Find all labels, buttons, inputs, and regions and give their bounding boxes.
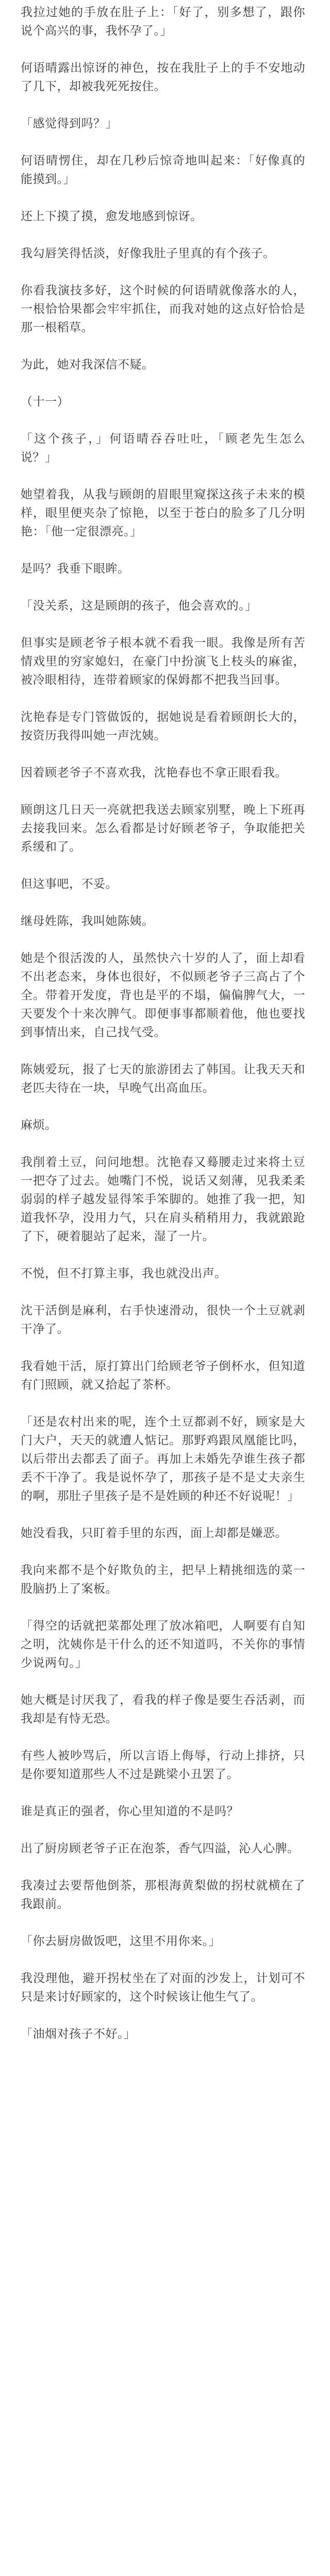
paragraph: 为此，她对我深信不疑。 <box>21 358 154 371</box>
paragraph: 我向来都不是个好欺负的主，把早上精挑细选的菜一股脑扔上了案板。 <box>21 1564 305 1596</box>
paragraph: 她是个很活泼的人，虽然快六十岁的人了，面上却看不出老态来，身体也很好，不似顾老爷子三高占了个全。带着开发度，背也是平的不塌，偏偏脾气大，一天要发个十来次脾气。即便事事都顺着他，他也要找到事情出来，自己找气受。 <box>21 952 305 1039</box>
paragraph: 「没关系，这是顾朗的孩子，他会喜欢的。」 <box>21 599 257 613</box>
paragraph: 「还是农村出来的呢，连个土豆都剥不好，顾家是大门大户，天天的就遭人惦记。那野鸡跟凤凰能比吗，以后带出去都丢了面子。再加上未婚先孕谁生孩子都丢不干净了。我是说怀孕了，那孩子是不是丈夫亲生的啊，那肚子里孩子是不是姓顾的种还不好说呢！」 <box>21 1415 305 1503</box>
paragraph: 我没理他，避开拐杖坐在了对面的沙发上，计划可不只是来讨好顾家的，这个时候该让他生气了。 <box>21 1972 305 2004</box>
paragraph: 「得空的话就把菜都处理了放冰箱吧，人啊要有自知之明，沈姨你是干什么的还不知道吗，不关你的事情少说两句。」 <box>21 1619 305 1670</box>
paragraph: 但事实是顾老爷子根本就不看我一眼。我像是所有苦情戏里的穷家媳妇，在豪门中扮演飞上枝头的麻雀，被冷眼相待，连带着顾家的保姆都不把我当回事。 <box>21 636 305 687</box>
paragraph: 沈艳春是专门管做饭的，据她说是看着顾朗长大的，按资历我得叫她一声沈姨。 <box>21 710 305 742</box>
paragraph: 沈干活倒是麻利，右手快速滑动，很快一个土豆就剥干净了。 <box>21 1304 305 1336</box>
paragraph: 还上下摸了摸，愈发地感到惊讶。 <box>21 210 203 223</box>
paragraph: 「这个孩子，」何语晴吞吞吐吐，「顾老先生怎么说？」 <box>21 432 305 464</box>
paragraph: 因着顾老爷子不喜欢我，沈艳春也不拿正眼看我。 <box>21 766 287 779</box>
paragraph: 她没看我，只盯着手里的东西，面上却都是嫌恶。 <box>21 1527 287 1540</box>
paragraph: 她大概是讨厌我了，看我的样子像是要生吞活剥，而我却是有恃无恐。 <box>21 1693 305 1725</box>
chapter-heading: （十一） <box>21 395 69 409</box>
paragraph: 出了厨房顾老爷子正在泡茶，香气四溢，沁人心脾。 <box>21 1842 300 1855</box>
paragraph: 顾朗这几日天一亮就把我送去顾家别墅，晚上下班再去接我回来。怎么看都是讨好顾老爷子，争取能把关系缓和了。 <box>21 803 305 854</box>
paragraph: 我看她干活，原打算出门给顾老爷子倒杯水，但知道有门照顾，就又拾起了茶杯。 <box>21 1360 305 1392</box>
paragraph: 谁是真正的强者，你心里知道的不是吗？ <box>21 1805 239 1818</box>
paragraph: 我拉过她的手放在肚子上：「好了，别多想了，跟你说个高兴的事，我怀孕了。」 <box>21 6 305 38</box>
paragraph: 继母姓陈，我叫她陈姨。 <box>21 914 154 928</box>
paragraph: 我凑过去要帮他倒茶，那根海黄梨做的拐杖就横在了我跟前。 <box>21 1879 305 1911</box>
paragraph: 有些人被吵骂后，所以言语上侮辱，行动上排挤，只是你要知道那些人不过是跳梁小丑罢了。 <box>21 1749 305 1781</box>
paragraph: 何语晴愣住，却在几秒后惊奇地叫起来：「好像真的能摸到。」 <box>21 154 305 186</box>
paragraph: 你看我演技多好，这个时候的何语晴就像落水的人，一根恰恰果都会牢牢抓住，而我对她的这点好恰恰是那一根稻草。 <box>21 284 305 334</box>
paragraph: 是吗？我垂下眼眸。 <box>21 562 130 575</box>
paragraph: 我削着土豆，问问地想。沈艳春又蓦腰走过来将土豆一把夺了过去。她嘴门不悦，说话又刻薄，见我柔柔弱弱的样子越发显得笨手笨脚的。她推了我一把，知道我怀孕，没用力气，只在肩头稍稍用力，我就踉跄了下，硬着腿站了起来，湿了一片。 <box>21 1156 305 1243</box>
paragraph: 「油烟对孩子不好。」 <box>21 2027 136 2041</box>
paragraph: 我勾唇笑得恬淡，好像我肚子里真的有个孩子。 <box>21 247 275 260</box>
paragraph: 麻烦。 <box>21 1118 57 1132</box>
paragraph: 「你去厨房做饭吧，这里不用你来。」 <box>21 1935 221 1948</box>
paragraph: 「感觉得到吗？」 <box>21 117 118 130</box>
paragraph: 何语晴露出惊讶的神色，按在我肚子上的手不安地动了几下，却被我死死按住。 <box>21 61 305 93</box>
paragraph: 不悦，但不打算主事，我也就没出声。 <box>21 1267 227 1280</box>
paragraph: 她望着我，从我与顾朗的眉眼里窥探这孩子未来的模样，眼里便夹杂了惊艳，以至于苍白的脸多了几分明艳：「他一定很漂亮。」 <box>21 488 305 538</box>
paragraph: 陈姨爱玩，报了七天的旅游团去了韩国。让我天天和老匹夫待在一块，早晚气出高血压。 <box>21 1063 305 1095</box>
paragraph: 但这事吧，不妥。 <box>21 877 118 891</box>
